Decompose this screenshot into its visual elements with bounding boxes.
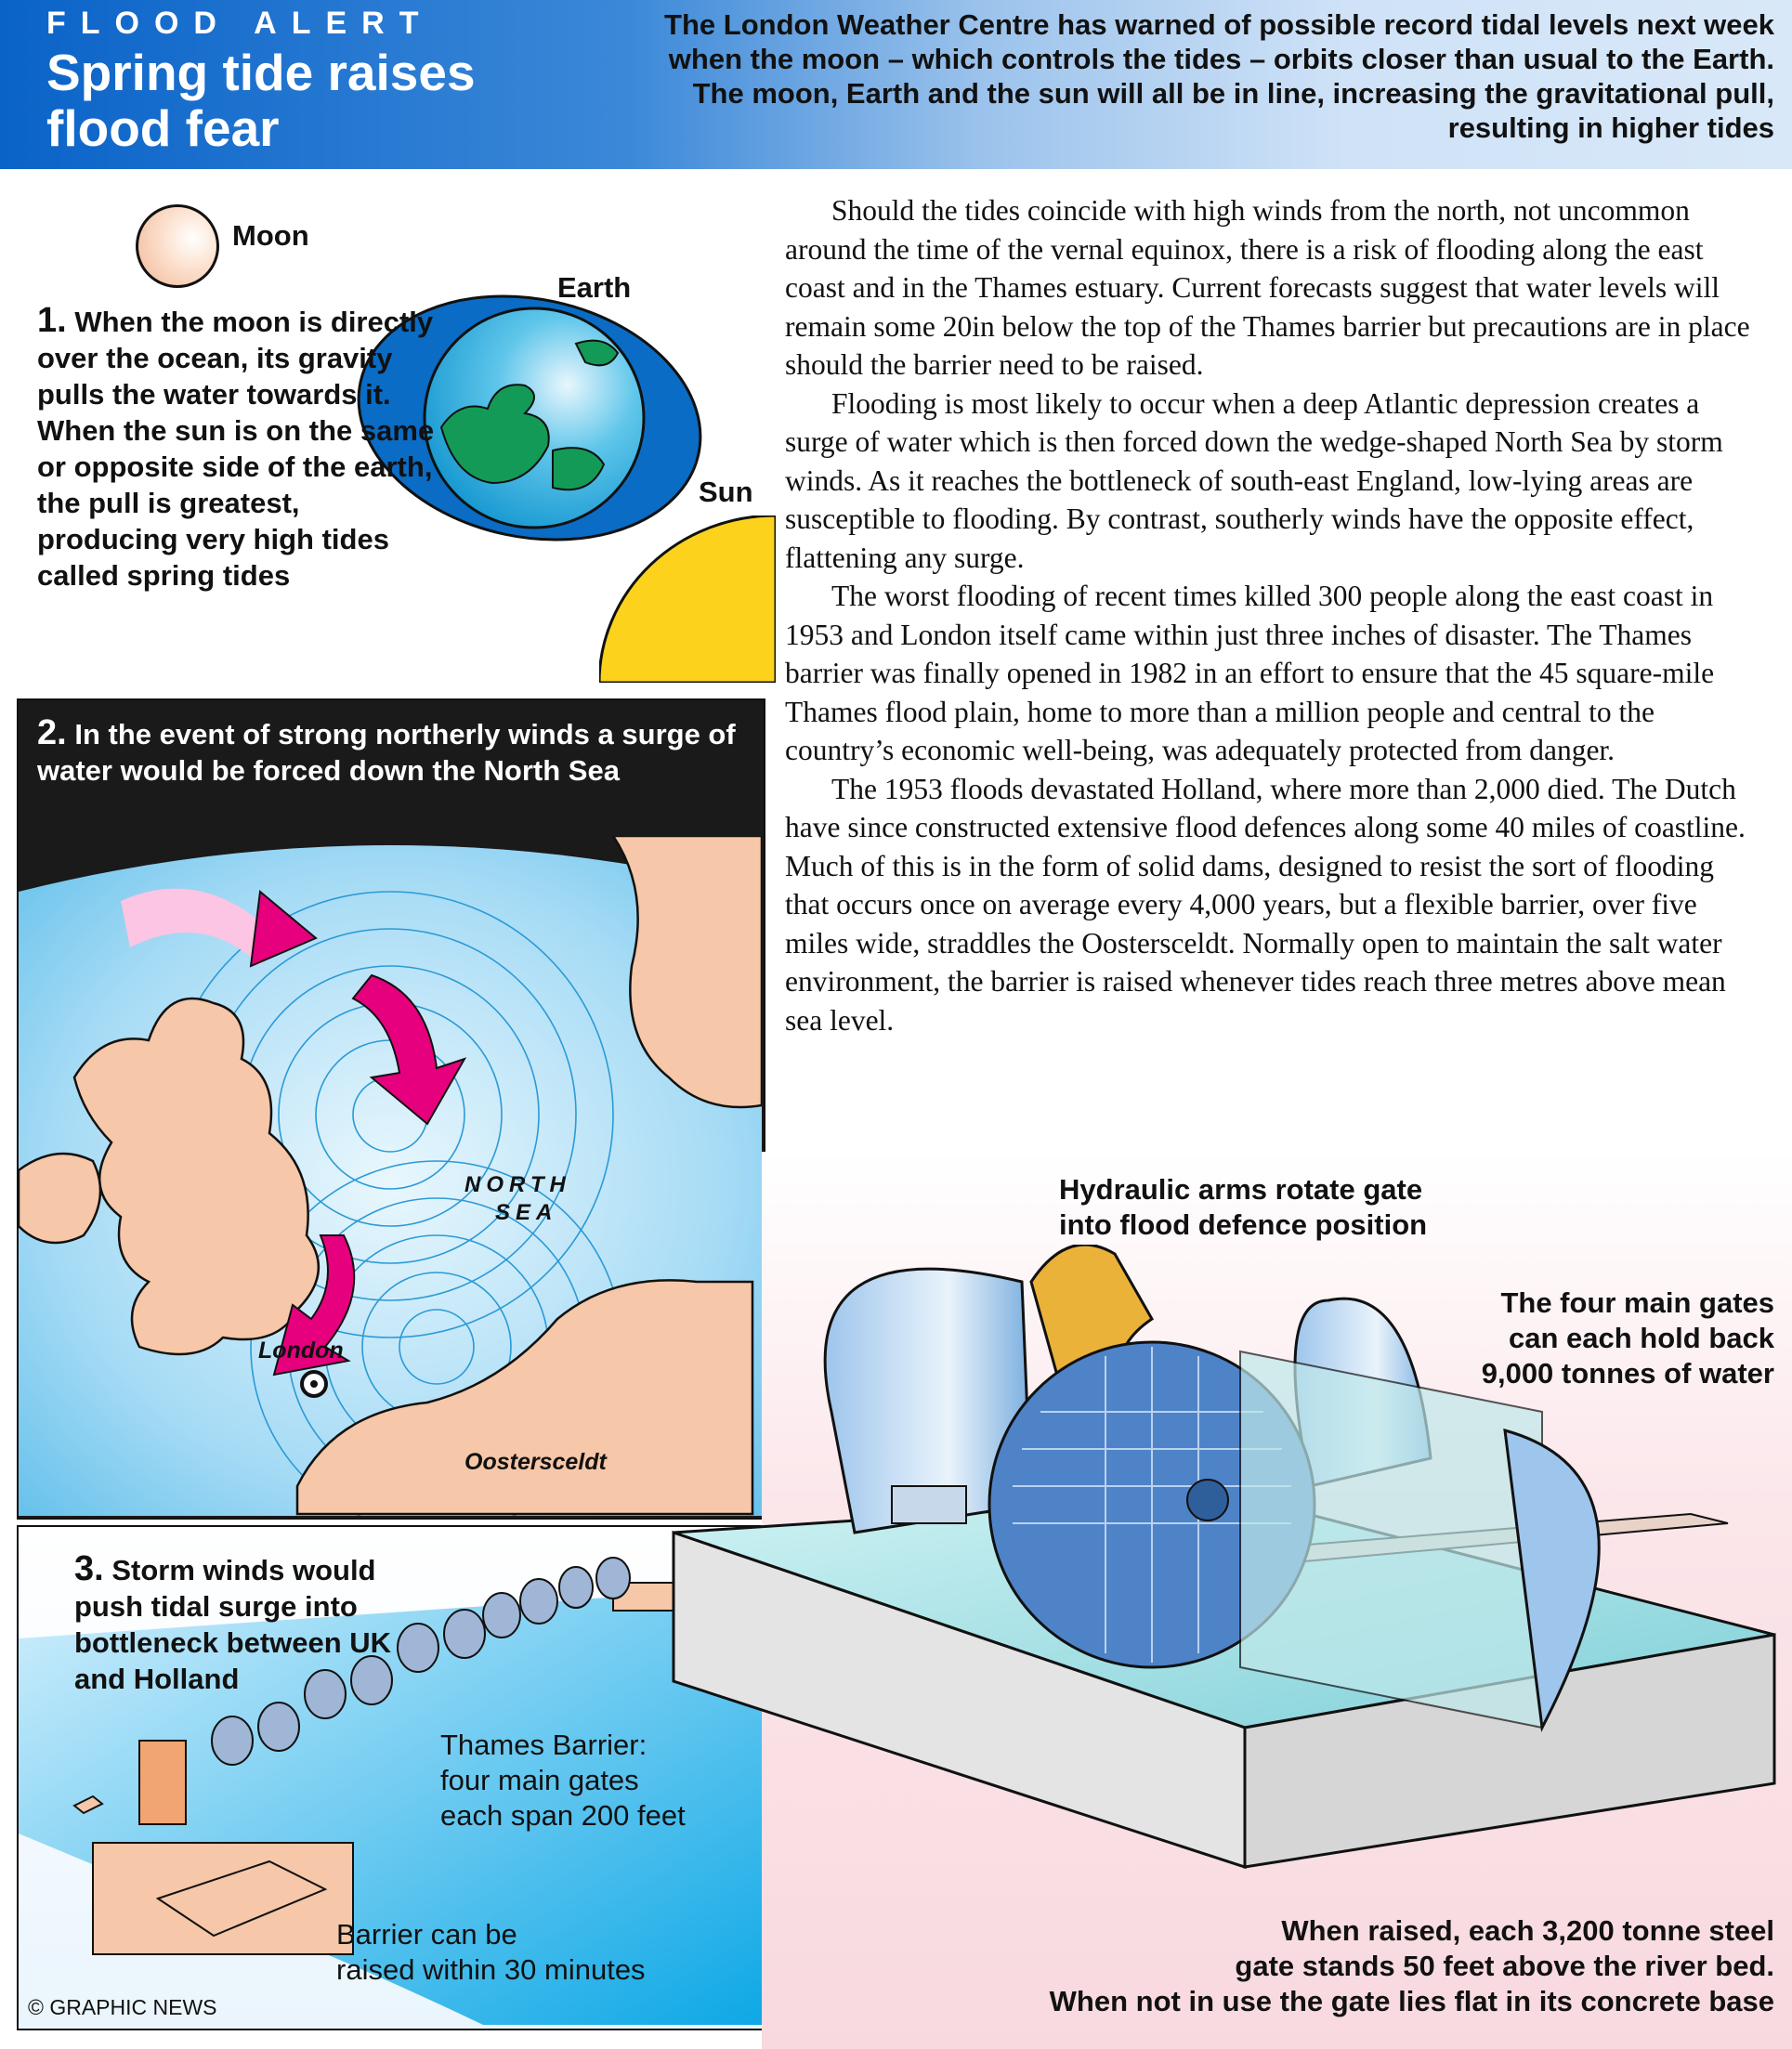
raise-caption-line: raised within 30 minutes — [336, 1953, 646, 1986]
barrier-caption — [440, 1728, 686, 1834]
capacity-caption-line: 9,000 tonnes of water — [1481, 1357, 1774, 1390]
article-paragraph: Should the tides coincide with high winds from the north, not uncommon around the time of the vernal equinox, there is a risk of flooding along the east coast and in the Thames estuary. Current forecasts suggest that water levels will remain some 20in below the top of the Thames barrier but precautions are in place should the barrier need to be raised. — [785, 194, 1750, 381]
oostersceldt-label: Oostersceldt — [464, 1449, 607, 1475]
hydraulic-caption-line: into flood defence position — [1059, 1208, 1428, 1241]
standfirst: The London Weather Centre has warned of possible record tidal levels next week when the moon – which controls the tides – orbits closer than usual to the Earth. The moon, Earth and the sun will all be in line, increasing the gravitational pull, resulting in higher tides — [664, 8, 1774, 144]
step3-body: Storm winds would push tidal surge into bottleneck between UK and Holland — [74, 1554, 392, 1695]
barrier-caption-line: Thames Barrier: — [440, 1729, 647, 1761]
moon-icon — [136, 204, 219, 288]
sun-icon — [599, 516, 776, 683]
barrier-caption-line: four main gates — [440, 1764, 639, 1796]
barrier-caption-line: each span 200 feet — [440, 1799, 686, 1832]
north-sea-map — [19, 836, 762, 1516]
capacity-caption-line: The four main gates — [1500, 1286, 1774, 1319]
article-paragraph: The 1953 floods devastated Holland, where more than 2,000 died. The Dutch have since constructed extensive flood defences along some 40 miles of coastline. Much of this is in the form of solid dams, designed to resist the sort of flooding that occurs once on average every 4,000 years, but a flexible barrier, over five miles wide, straddles the Oostersceldt. Normally open to maintain the salt water environment, the barrier is raised whenever tides reach three metres above mean sea level. — [785, 772, 1746, 1037]
step2-number: 2. — [37, 713, 67, 752]
raised-caption-line: When not in use the gate lies flat in its concrete base — [1049, 1985, 1774, 2017]
step2-text — [37, 715, 743, 789]
step1-body: When the moon is directly over the ocean, its gravity pulls the water towards it. When the sun is on the same or opposite side of the earth, the pull is greatest, producing very high tides called spring tides — [37, 306, 435, 592]
capacity-caption — [1393, 1286, 1774, 1391]
article-body — [785, 191, 1765, 1039]
raised-caption-line: gate stands 50 feet above the river bed. — [1235, 1950, 1774, 1982]
kicker: FLOOD ALERT — [46, 6, 434, 41]
raised-caption-line: When raised, each 3,200 tonne steel — [1281, 1914, 1774, 1947]
step3-text — [74, 1551, 446, 1697]
step1-number: 1. — [37, 301, 67, 340]
step2-body: In the event of strong northerly winds a surge of water would be forced down the North Sea — [37, 718, 736, 787]
north-sea-label: NORTH — [464, 1172, 571, 1197]
earth-label: Earth — [557, 271, 632, 304]
raise-caption-line: Barrier can be — [336, 1918, 517, 1951]
sun-label: Sun — [699, 476, 753, 508]
hydraulic-caption — [1059, 1172, 1427, 1243]
headline: Spring tide raises flood fear — [46, 44, 476, 157]
step1-text — [37, 303, 446, 594]
raise-caption — [336, 1917, 646, 1988]
hydraulic-caption-line: Hydraulic arms rotate gate — [1059, 1173, 1423, 1206]
moon-label: Moon — [232, 219, 309, 252]
step3-number: 3. — [74, 1549, 104, 1588]
capacity-caption-line: can each hold back — [1509, 1322, 1774, 1354]
london-label: London — [258, 1338, 344, 1364]
credit: © GRAPHIC NEWS — [28, 1995, 217, 2019]
raised-caption — [929, 1913, 1774, 2019]
article-paragraph: The worst flooding of recent times killed 300 people along the east coast in 1953 and London itself came within just three inches of disaster. The Thames barrier was finally opened in 1982 in an effort to ensure that the 45 square-mile Thames flood plain, home to more than a million people and central to the country’s economic well-being, was adequately protected from danger. — [785, 580, 1715, 766]
north-sea-label-2: SEA — [495, 1200, 558, 1225]
article-paragraph: Flooding is most likely to occur when a deep Atlantic depression creates a surge of water which is then forced down the wedge-shaped North Sea by storm winds. As it reaches the bottleneck of south-east England, low-lying areas are susceptible to flooding. By contrast, southerly winds have the opposite effect, flattening any surge. — [785, 386, 1723, 574]
